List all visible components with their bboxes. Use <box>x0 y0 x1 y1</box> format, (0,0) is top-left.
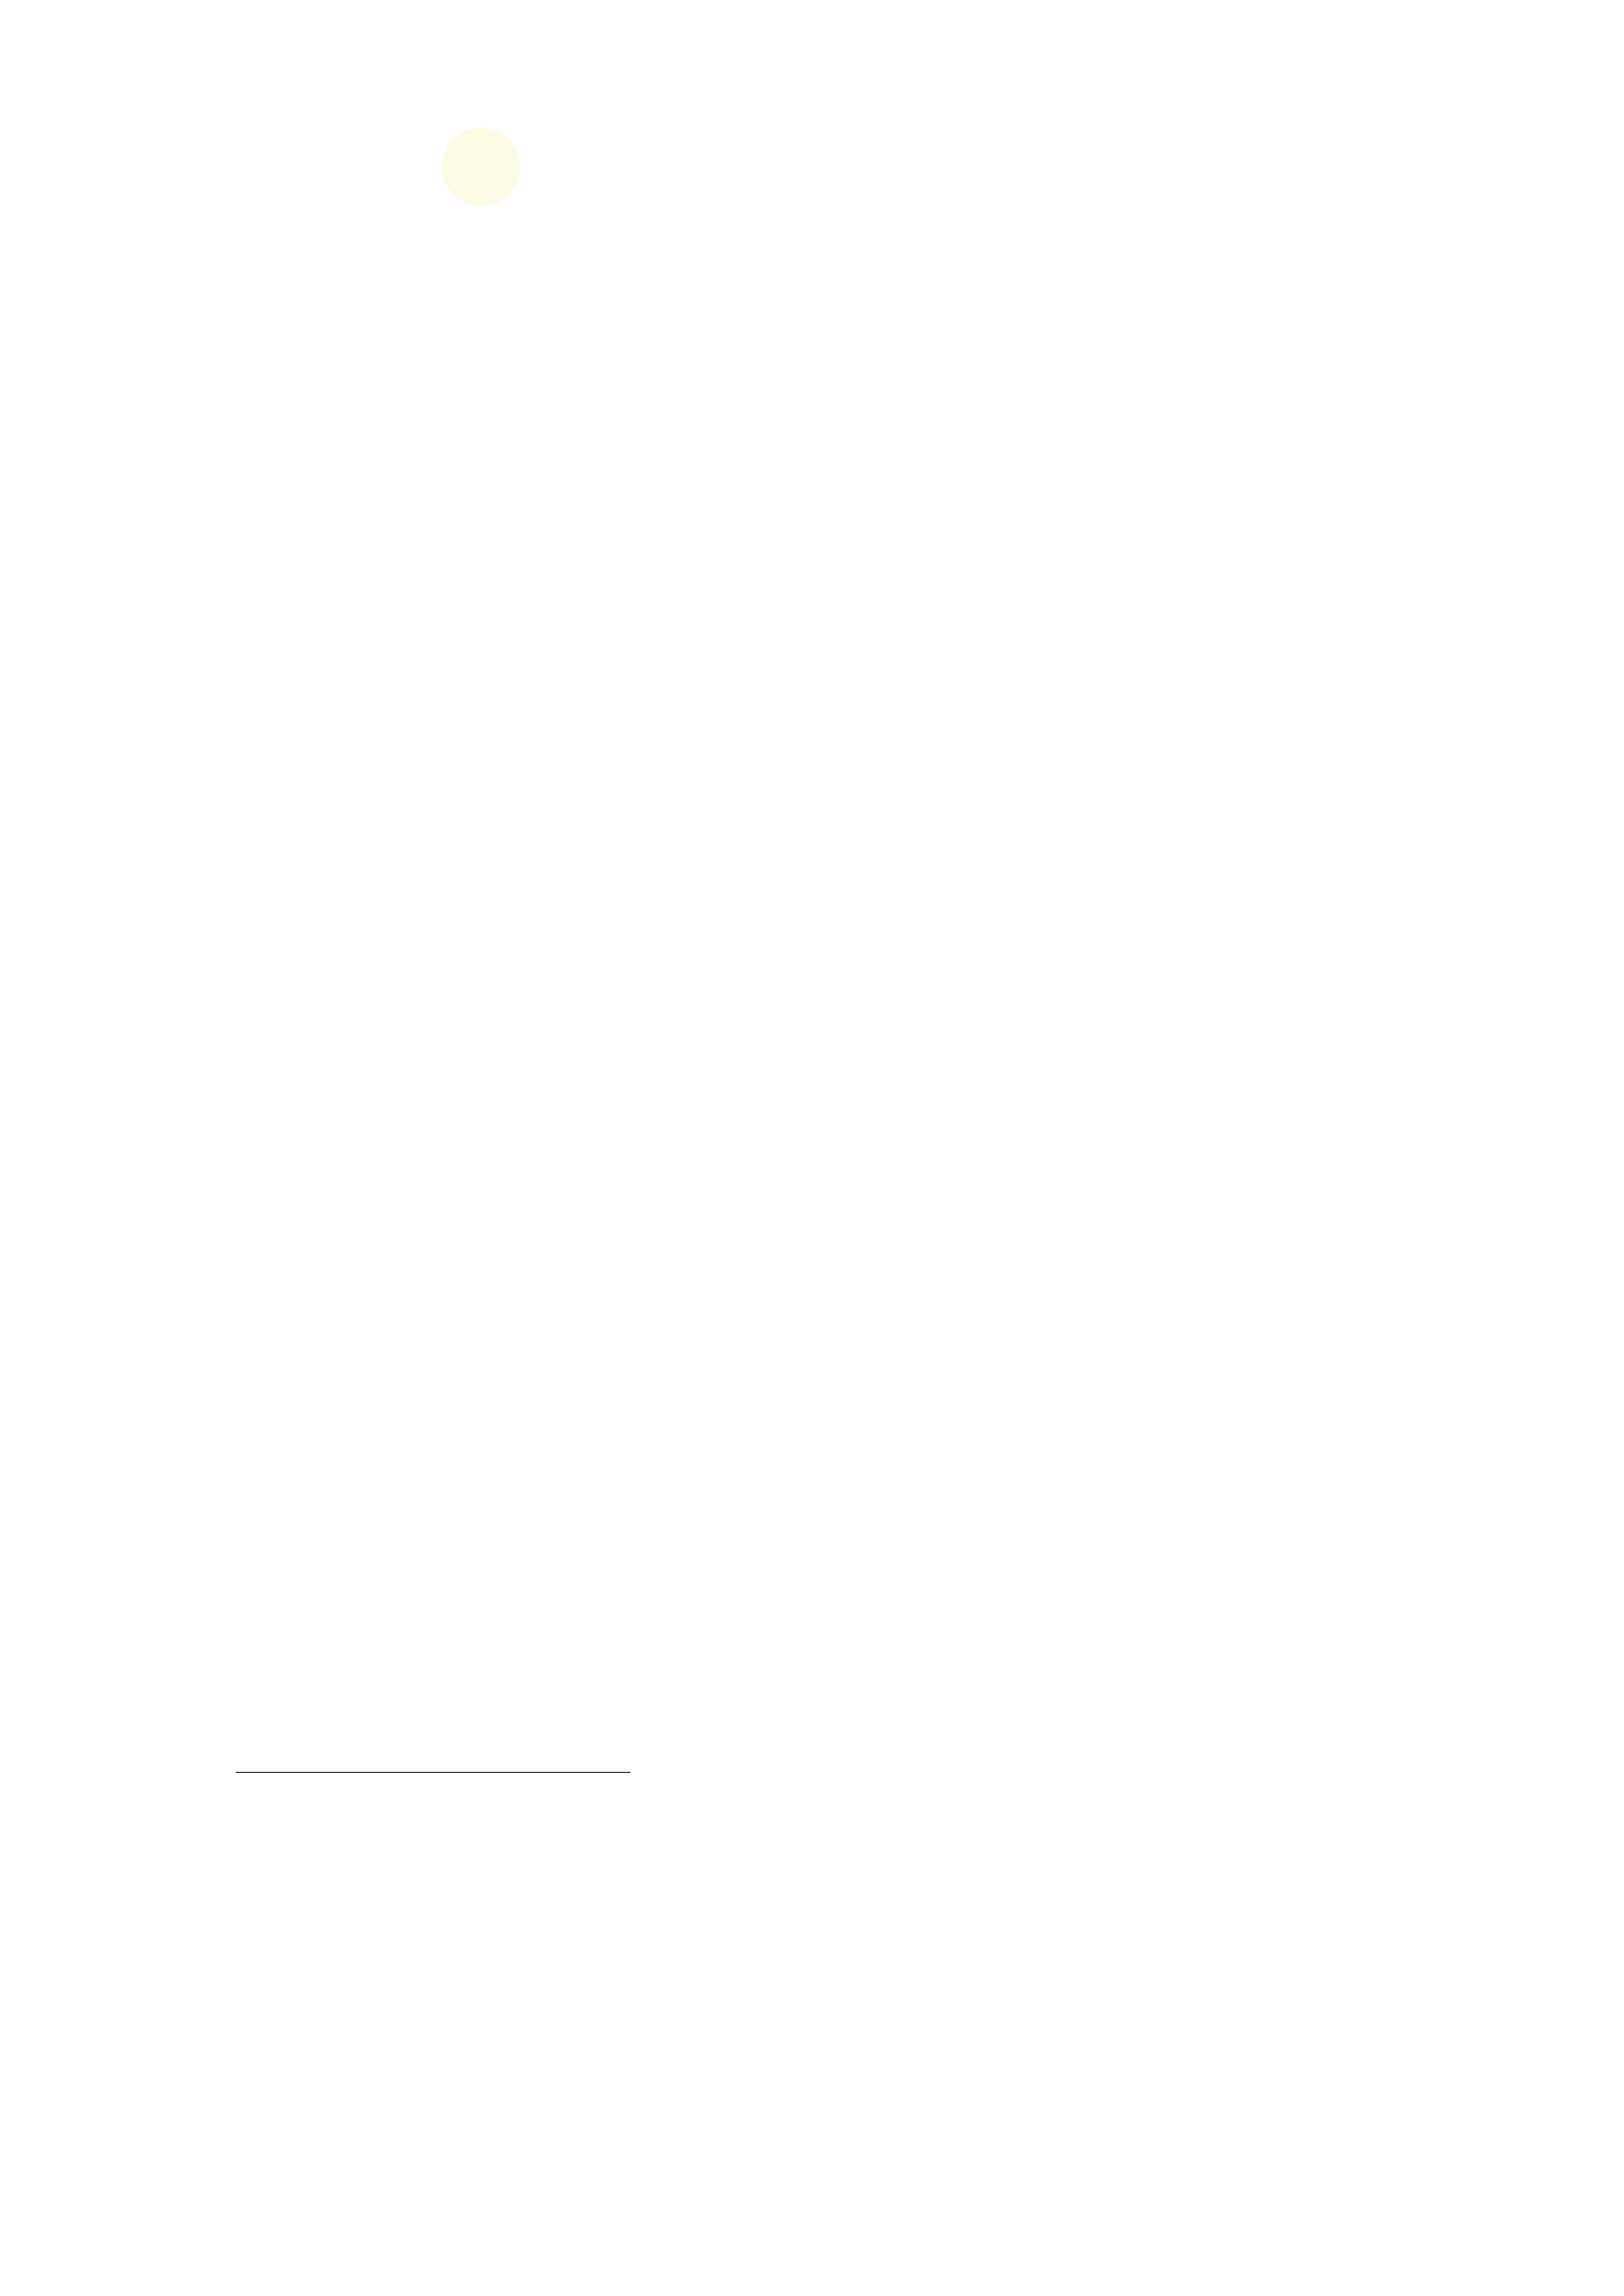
watermark-logo <box>20 79 569 766</box>
footnote-separator <box>236 1772 630 1773</box>
